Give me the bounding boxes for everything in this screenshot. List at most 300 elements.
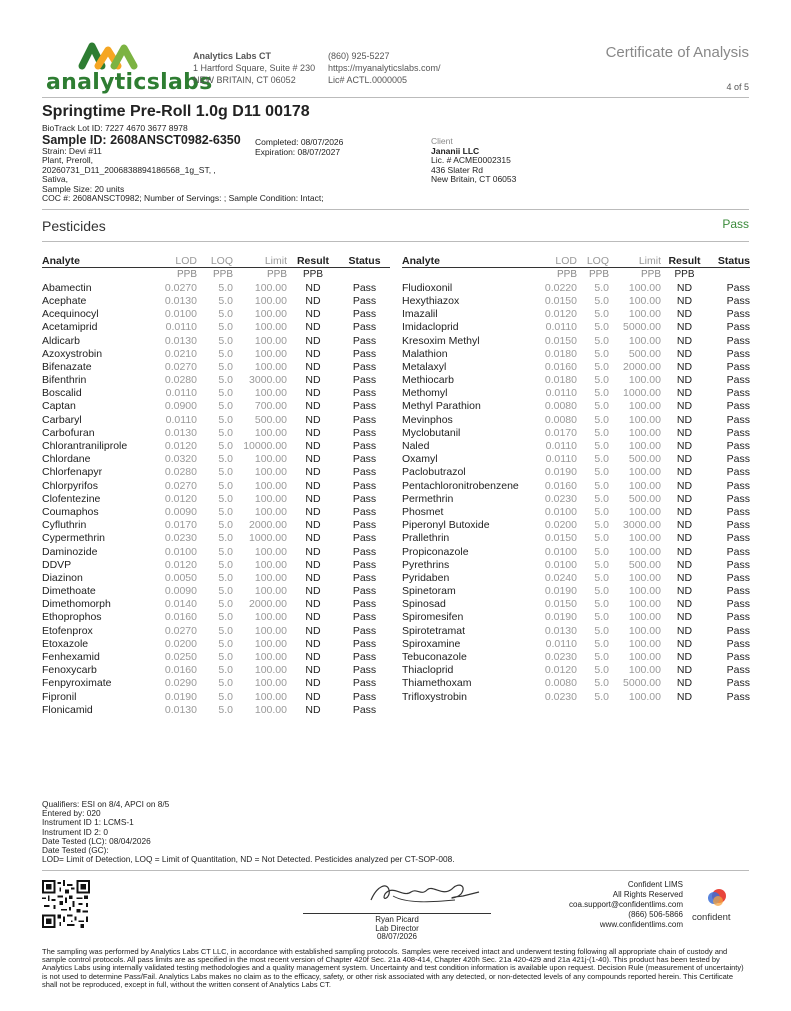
header-analyte: Analyte: [402, 254, 535, 268]
logo-wordmark: analyticslabs: [46, 70, 213, 95]
section-underline: [42, 241, 749, 242]
limit-cell: 100.00: [254, 611, 287, 624]
result-cell: ND: [676, 637, 693, 650]
loq-cell: 5.0: [218, 294, 233, 307]
limit-cell: 100.00: [628, 374, 661, 387]
analyte-cell: Spirotetramat: [402, 624, 466, 637]
table-row: [42, 624, 390, 637]
limit-cell: 100.00: [628, 426, 661, 439]
limit-cell: 2000.00: [249, 519, 287, 532]
limit-cell: 100.00: [254, 321, 287, 334]
limit-cell: 100.00: [628, 466, 661, 479]
table-row: [42, 466, 390, 479]
loq-cell: 5.0: [218, 651, 233, 664]
loq-cell: 5.0: [594, 690, 609, 703]
loq-cell: 5.0: [594, 374, 609, 387]
analyte-cell: Flonicamid: [42, 703, 93, 716]
result-cell: ND: [676, 598, 693, 611]
limit-cell: 100.00: [628, 479, 661, 492]
lab-phone: (860) 925-5227: [328, 51, 390, 61]
table-row: [42, 321, 390, 334]
result-cell: ND: [305, 664, 321, 677]
table-row: [402, 334, 750, 347]
status-cell: Pass: [726, 492, 750, 505]
loq-cell: 5.0: [594, 585, 609, 598]
lod-cell: 0.0080: [544, 677, 577, 690]
biotrack-lot-id: BioTrack Lot ID: 7227 4670 3677 8978: [42, 123, 188, 133]
limit-cell: 100.00: [628, 624, 661, 637]
lod-cell: 0.0130: [544, 624, 577, 637]
table-row: [42, 519, 390, 532]
table-row: [402, 571, 750, 584]
lod-cell: 0.0170: [164, 519, 197, 532]
table-row: [402, 585, 750, 598]
page-number: 4 of 5: [726, 82, 749, 92]
limit-cell: 100.00: [254, 703, 287, 716]
result-cell: ND: [305, 585, 321, 598]
loq-cell: 5.0: [594, 426, 609, 439]
lims-info: [569, 880, 683, 930]
analyte-cell: Spiroxamine: [402, 637, 461, 650]
table-row: [402, 624, 750, 637]
status-cell: Pass: [726, 387, 750, 400]
lod-cell: 0.0100: [164, 545, 197, 558]
analyte-cell: Abamectin: [42, 281, 92, 294]
result-cell: ND: [305, 334, 321, 347]
status-cell: Pass: [726, 294, 750, 307]
status-cell: Pass: [352, 466, 377, 479]
unit-cell: PPB: [266, 269, 287, 281]
result-cell: ND: [305, 479, 321, 492]
limit-cell: 100.00: [254, 453, 287, 466]
status-cell: Pass: [352, 281, 377, 294]
limit-cell: 100.00: [254, 294, 287, 307]
result-cell: ND: [676, 321, 693, 334]
result-cell: ND: [305, 505, 321, 518]
result-cell: ND: [676, 585, 693, 598]
result-cell: ND: [676, 571, 693, 584]
lod-cell: 0.0190: [164, 690, 197, 703]
status-cell: Pass: [726, 281, 750, 294]
loq-cell: 5.0: [218, 677, 233, 690]
lod-cell: 0.0050: [164, 571, 197, 584]
analyte-cell: Dimethoate: [42, 585, 96, 598]
analyte-cell: Aldicarb: [42, 334, 80, 347]
loq-cell: 5.0: [218, 664, 233, 677]
lod-cell: 0.0100: [164, 308, 197, 321]
limit-cell: 2000.00: [623, 360, 661, 373]
status-cell: Pass: [726, 624, 750, 637]
table-row: [42, 571, 390, 584]
limit-cell: 100.00: [628, 585, 661, 598]
loq-cell: 5.0: [218, 374, 233, 387]
lims-website[interactable]: www.confidentlims.com: [599, 920, 683, 929]
limit-cell: 100.00: [254, 571, 287, 584]
header-limit: Limit: [609, 254, 661, 268]
status-cell: Pass: [726, 308, 750, 321]
analyte-cell: Dimethomorph: [42, 598, 111, 611]
result-cell: ND: [305, 466, 321, 479]
lab-name: Analytics Labs CT: [193, 51, 272, 61]
limit-cell: 100.00: [254, 360, 287, 373]
limit-cell: 100.00: [254, 466, 287, 479]
status-cell: Pass: [352, 545, 377, 558]
header-lod: LOD: [152, 254, 197, 268]
limit-cell: 100.00: [254, 545, 287, 558]
limit-cell: 100.00: [254, 387, 287, 400]
loq-cell: 5.0: [594, 387, 609, 400]
instrument-id-1: Instrument ID 1: LCMS-1: [42, 817, 134, 828]
analyte-cell: Hexythiazox: [402, 294, 460, 307]
table-row: [402, 281, 750, 294]
status-cell: Pass: [352, 413, 377, 426]
lod-cell: 0.0110: [165, 387, 197, 400]
table-row: [402, 400, 750, 413]
loq-cell: 5.0: [218, 426, 233, 439]
lims-name: Confident LIMS: [627, 880, 683, 889]
analyte-cell: Fenoxycarb: [42, 664, 97, 677]
result-cell: ND: [676, 505, 693, 518]
result-cell: ND: [676, 453, 693, 466]
result-cell: ND: [676, 532, 693, 545]
limit-cell: 700.00: [254, 400, 287, 413]
analyte-cell: Boscalid: [42, 387, 82, 400]
lod-cell: 0.0230: [544, 651, 577, 664]
header-analyte: Analyte: [42, 254, 152, 268]
status-cell: Pass: [352, 571, 377, 584]
loq-cell: 5.0: [594, 479, 609, 492]
loq-cell: 5.0: [594, 413, 609, 426]
result-cell: ND: [676, 347, 693, 360]
table-row: [42, 400, 390, 413]
unit-cell: [339, 268, 390, 282]
analyte-cell: Chlorantraniliprole: [42, 440, 128, 453]
lod-cell: 0.0120: [544, 308, 577, 321]
unit-cell: PPB: [640, 269, 661, 281]
result-cell: ND: [676, 545, 693, 558]
table-row: [42, 505, 390, 518]
table-row: [402, 677, 750, 690]
result-cell: ND: [676, 664, 693, 677]
loq-cell: 5.0: [594, 400, 609, 413]
loq-cell: 5.0: [218, 571, 233, 584]
status-cell: Pass: [726, 374, 750, 387]
limit-cell: 100.00: [254, 347, 287, 360]
header-lod: LOD: [535, 254, 577, 268]
result-cell: ND: [676, 651, 693, 664]
qr-code-icon[interactable]: [42, 880, 90, 928]
signer-title: Lab Director: [375, 923, 419, 933]
analyte-cell: Thiamethoxam: [402, 677, 472, 690]
result-cell: ND: [305, 387, 321, 400]
analyte-cell: Etoxazole: [42, 637, 89, 650]
loq-cell: 5.0: [218, 492, 233, 505]
status-cell: Pass: [352, 492, 377, 505]
loq-cell: 5.0: [218, 387, 233, 400]
limit-cell: 100.00: [628, 400, 661, 413]
status-cell: Pass: [726, 571, 750, 584]
status-cell: Pass: [726, 585, 750, 598]
loq-cell: 5.0: [218, 400, 233, 413]
status-cell: Pass: [352, 347, 377, 360]
status-cell: Pass: [726, 413, 750, 426]
result-cell: ND: [305, 690, 321, 703]
lod-cell: 0.0900: [164, 400, 197, 413]
result-cell: ND: [676, 440, 693, 453]
unit-cell: PPB: [302, 269, 323, 281]
limit-cell: 100.00: [628, 637, 661, 650]
status-cell: Pass: [352, 453, 377, 466]
result-cell: ND: [305, 492, 321, 505]
table-row: [402, 294, 750, 307]
lod-cell: 0.0110: [545, 321, 577, 334]
lod-cell: 0.0230: [164, 532, 197, 545]
status-cell: Pass: [352, 624, 377, 637]
status-cell: Pass: [352, 334, 377, 347]
table-row: [42, 677, 390, 690]
limit-cell: 100.00: [628, 505, 661, 518]
analyte-cell: Piperonyl Butoxide: [402, 519, 490, 532]
loq-cell: 5.0: [594, 347, 609, 360]
table-row: [402, 611, 750, 624]
loq-cell: 5.0: [594, 440, 609, 453]
limit-cell: 1000.00: [623, 387, 661, 400]
category: Sativa,: [42, 174, 68, 184]
coc-line: COC #: 2608ANSCT0982; Number of Servings: ; Sample Condition: Intact;: [42, 193, 324, 203]
status-cell: Pass: [726, 611, 750, 624]
status-cell: Pass: [726, 321, 750, 334]
analyte-cell: Oxamyl: [402, 453, 438, 466]
product-title: Springtime Pre-Roll 1.0g D11 00178: [42, 103, 310, 120]
result-cell: ND: [305, 519, 321, 532]
limit-cell: 100.00: [254, 281, 287, 294]
lims-rights: All Rights Reserved: [612, 890, 683, 899]
status-cell: Pass: [726, 440, 750, 453]
limit-cell: 100.00: [254, 492, 287, 505]
result-cell: ND: [305, 611, 321, 624]
limit-cell: 100.00: [254, 479, 287, 492]
analyte-cell: Daminozide: [42, 545, 98, 558]
status-cell: Pass: [352, 400, 377, 413]
lod-cell: 0.0220: [544, 281, 577, 294]
result-cell: ND: [305, 624, 321, 637]
result-cell: ND: [305, 294, 321, 307]
analyte-cell: Chlordane: [42, 453, 91, 466]
table-row: [402, 347, 750, 360]
analyte-cell: Myclobutanil: [402, 426, 461, 439]
table-row: [42, 598, 390, 611]
loq-cell: 5.0: [594, 598, 609, 611]
expiration-date: Expiration: 08/07/2027: [255, 147, 341, 157]
limit-cell: 5000.00: [623, 677, 661, 690]
lod-cell: 0.0110: [545, 637, 577, 650]
status-cell: Pass: [352, 519, 377, 532]
analyte-cell: Naled: [402, 440, 430, 453]
status-cell: Pass: [352, 690, 377, 703]
table-row: [402, 387, 750, 400]
status-cell: Pass: [726, 334, 750, 347]
client-block: [431, 137, 516, 185]
table-row: [42, 532, 390, 545]
table-row: [42, 387, 390, 400]
unit-cell: PPB: [588, 269, 609, 281]
lod-cell: 0.0110: [165, 413, 197, 426]
result-cell: ND: [305, 545, 321, 558]
lod-cell: 0.0290: [164, 677, 197, 690]
result-cell: ND: [676, 519, 693, 532]
result-cell: ND: [676, 294, 693, 307]
analyte-cell: Captan: [42, 400, 76, 413]
units-row: [42, 268, 390, 282]
units-spacer: [402, 268, 535, 282]
loq-cell: 5.0: [594, 519, 609, 532]
table-row: [42, 611, 390, 624]
loq-cell: 5.0: [594, 637, 609, 650]
analyte-cell: Azoxystrobin: [42, 347, 103, 360]
table-row: [402, 439, 750, 452]
result-cell: ND: [305, 703, 321, 716]
table-row: [42, 413, 390, 426]
lod-cell: 0.0280: [164, 374, 197, 387]
lims-phone: (866) 506-5866: [628, 910, 683, 919]
loq-cell: 5.0: [218, 466, 233, 479]
unit-cell: PPB: [556, 269, 577, 281]
loq-cell: 5.0: [594, 281, 609, 294]
lims-email[interactable]: coa.support@confidentlims.com: [569, 900, 683, 909]
lod-cell: 0.0180: [544, 374, 577, 387]
table-row: [42, 334, 390, 347]
limit-cell: 100.00: [628, 664, 661, 677]
table-row: [402, 690, 750, 703]
table-row: [42, 545, 390, 558]
status-cell: Pass: [726, 677, 750, 690]
table-row: [402, 650, 750, 663]
table-row: [402, 532, 750, 545]
table-row: [42, 453, 390, 466]
status-cell: Pass: [726, 426, 750, 439]
table-row: [402, 558, 750, 571]
header-status: Status: [708, 254, 750, 268]
lod-cell: 0.0090: [164, 585, 197, 598]
table-row: [42, 637, 390, 650]
lod-cell: 0.0130: [164, 294, 197, 307]
limit-cell: 500.00: [628, 492, 661, 505]
analyte-cell: DDVP: [42, 558, 72, 571]
status-cell: Pass: [726, 453, 750, 466]
loq-cell: 5.0: [218, 637, 233, 650]
status-cell: Pass: [726, 637, 750, 650]
table-row: [42, 439, 390, 452]
loq-cell: 5.0: [594, 611, 609, 624]
lod-cell: 0.0150: [544, 334, 577, 347]
limit-cell: 500.00: [628, 453, 661, 466]
client-license: Lic. # ACME0002315: [431, 155, 511, 165]
lod-cell: 0.0200: [544, 519, 577, 532]
table-row: [402, 374, 750, 387]
lod-cell: 0.0280: [164, 466, 197, 479]
analyte-cell: Spinetoram: [402, 585, 456, 598]
analyte-cell: Acetamiprid: [42, 321, 98, 334]
lab-address-line2: NEW BRITAIN, CT 06052: [193, 75, 296, 85]
loq-cell: 5.0: [594, 321, 609, 334]
analyte-cell: Phosmet: [402, 505, 444, 518]
unit-cell: PPB: [212, 269, 233, 281]
table-row: [42, 479, 390, 492]
lod-cell: 0.0090: [164, 505, 197, 518]
lod-cell: 0.0150: [544, 598, 577, 611]
table-row: [402, 321, 750, 334]
analyte-cell: Cyfluthrin: [42, 519, 87, 532]
status-cell: Pass: [352, 505, 377, 518]
date-tested-lc: Date Tested (LC): 08/04/2026: [42, 835, 151, 846]
status-cell: Pass: [352, 664, 377, 677]
limit-cell: 100.00: [628, 598, 661, 611]
lab-website[interactable]: https://myanalyticslabs.com/: [328, 63, 441, 73]
result-cell: ND: [676, 374, 693, 387]
lod-cell: 0.0110: [545, 440, 577, 453]
limit-cell: 100.00: [628, 571, 661, 584]
table-row: [42, 690, 390, 703]
lod-cell: 0.0180: [544, 347, 577, 360]
analyte-cell: Acephate: [42, 294, 87, 307]
analyte-cell: Propiconazole: [402, 545, 469, 558]
lab-contact: [328, 50, 441, 86]
loq-cell: 5.0: [218, 308, 233, 321]
loq-cell: 5.0: [218, 585, 233, 598]
result-cell: ND: [305, 598, 321, 611]
lod-cell: 0.0270: [164, 281, 197, 294]
table-row: [42, 347, 390, 360]
footer-divider: [42, 870, 749, 871]
analyte-cell: Diazinon: [42, 571, 83, 584]
lod-cell: 0.0100: [544, 558, 577, 571]
lab-info: [193, 50, 315, 86]
loq-cell: 5.0: [218, 334, 233, 347]
lod-cell: 0.0170: [544, 426, 577, 439]
lod-cell: 0.0160: [164, 611, 197, 624]
loq-cell: 5.0: [218, 453, 233, 466]
notes-block: [42, 800, 455, 864]
lod-cell: 0.0080: [544, 400, 577, 413]
result-cell: ND: [305, 571, 321, 584]
status-cell: Pass: [352, 651, 377, 664]
limit-cell: 100.00: [254, 677, 287, 690]
loq-cell: 5.0: [594, 651, 609, 664]
client-address-line2: New Britain, CT 06053: [431, 174, 517, 184]
loq-cell: 5.0: [218, 545, 233, 558]
table-row: [402, 505, 750, 518]
loq-cell: 5.0: [594, 664, 609, 677]
analyte-cell: Pyridaben: [402, 571, 450, 584]
loq-cell: 5.0: [218, 347, 233, 360]
status-cell: Pass: [352, 440, 377, 453]
limit-cell: 10000.00: [243, 440, 287, 453]
table-row: [42, 426, 390, 439]
table-row: [402, 360, 750, 373]
table-row: [402, 637, 750, 650]
qualifiers: Qualifiers: ESI on 8/4, APCI on 8/5: [42, 799, 170, 809]
lod-cell: 0.0270: [164, 624, 197, 637]
limit-cell: 100.00: [254, 334, 287, 347]
loq-cell: 5.0: [594, 466, 609, 479]
loq-cell: 5.0: [218, 558, 233, 571]
limit-cell: 100.00: [628, 651, 661, 664]
result-cell: ND: [676, 624, 693, 637]
status-cell: Pass: [352, 598, 377, 611]
limit-cell: 100.00: [254, 505, 287, 518]
units-spacer: [42, 268, 152, 282]
legend: LOD= Limit of Detection, LOQ = Limit of Quantitation, ND = Not Detected. Pesticides analyzed per CT-SOP-008.: [42, 854, 455, 865]
